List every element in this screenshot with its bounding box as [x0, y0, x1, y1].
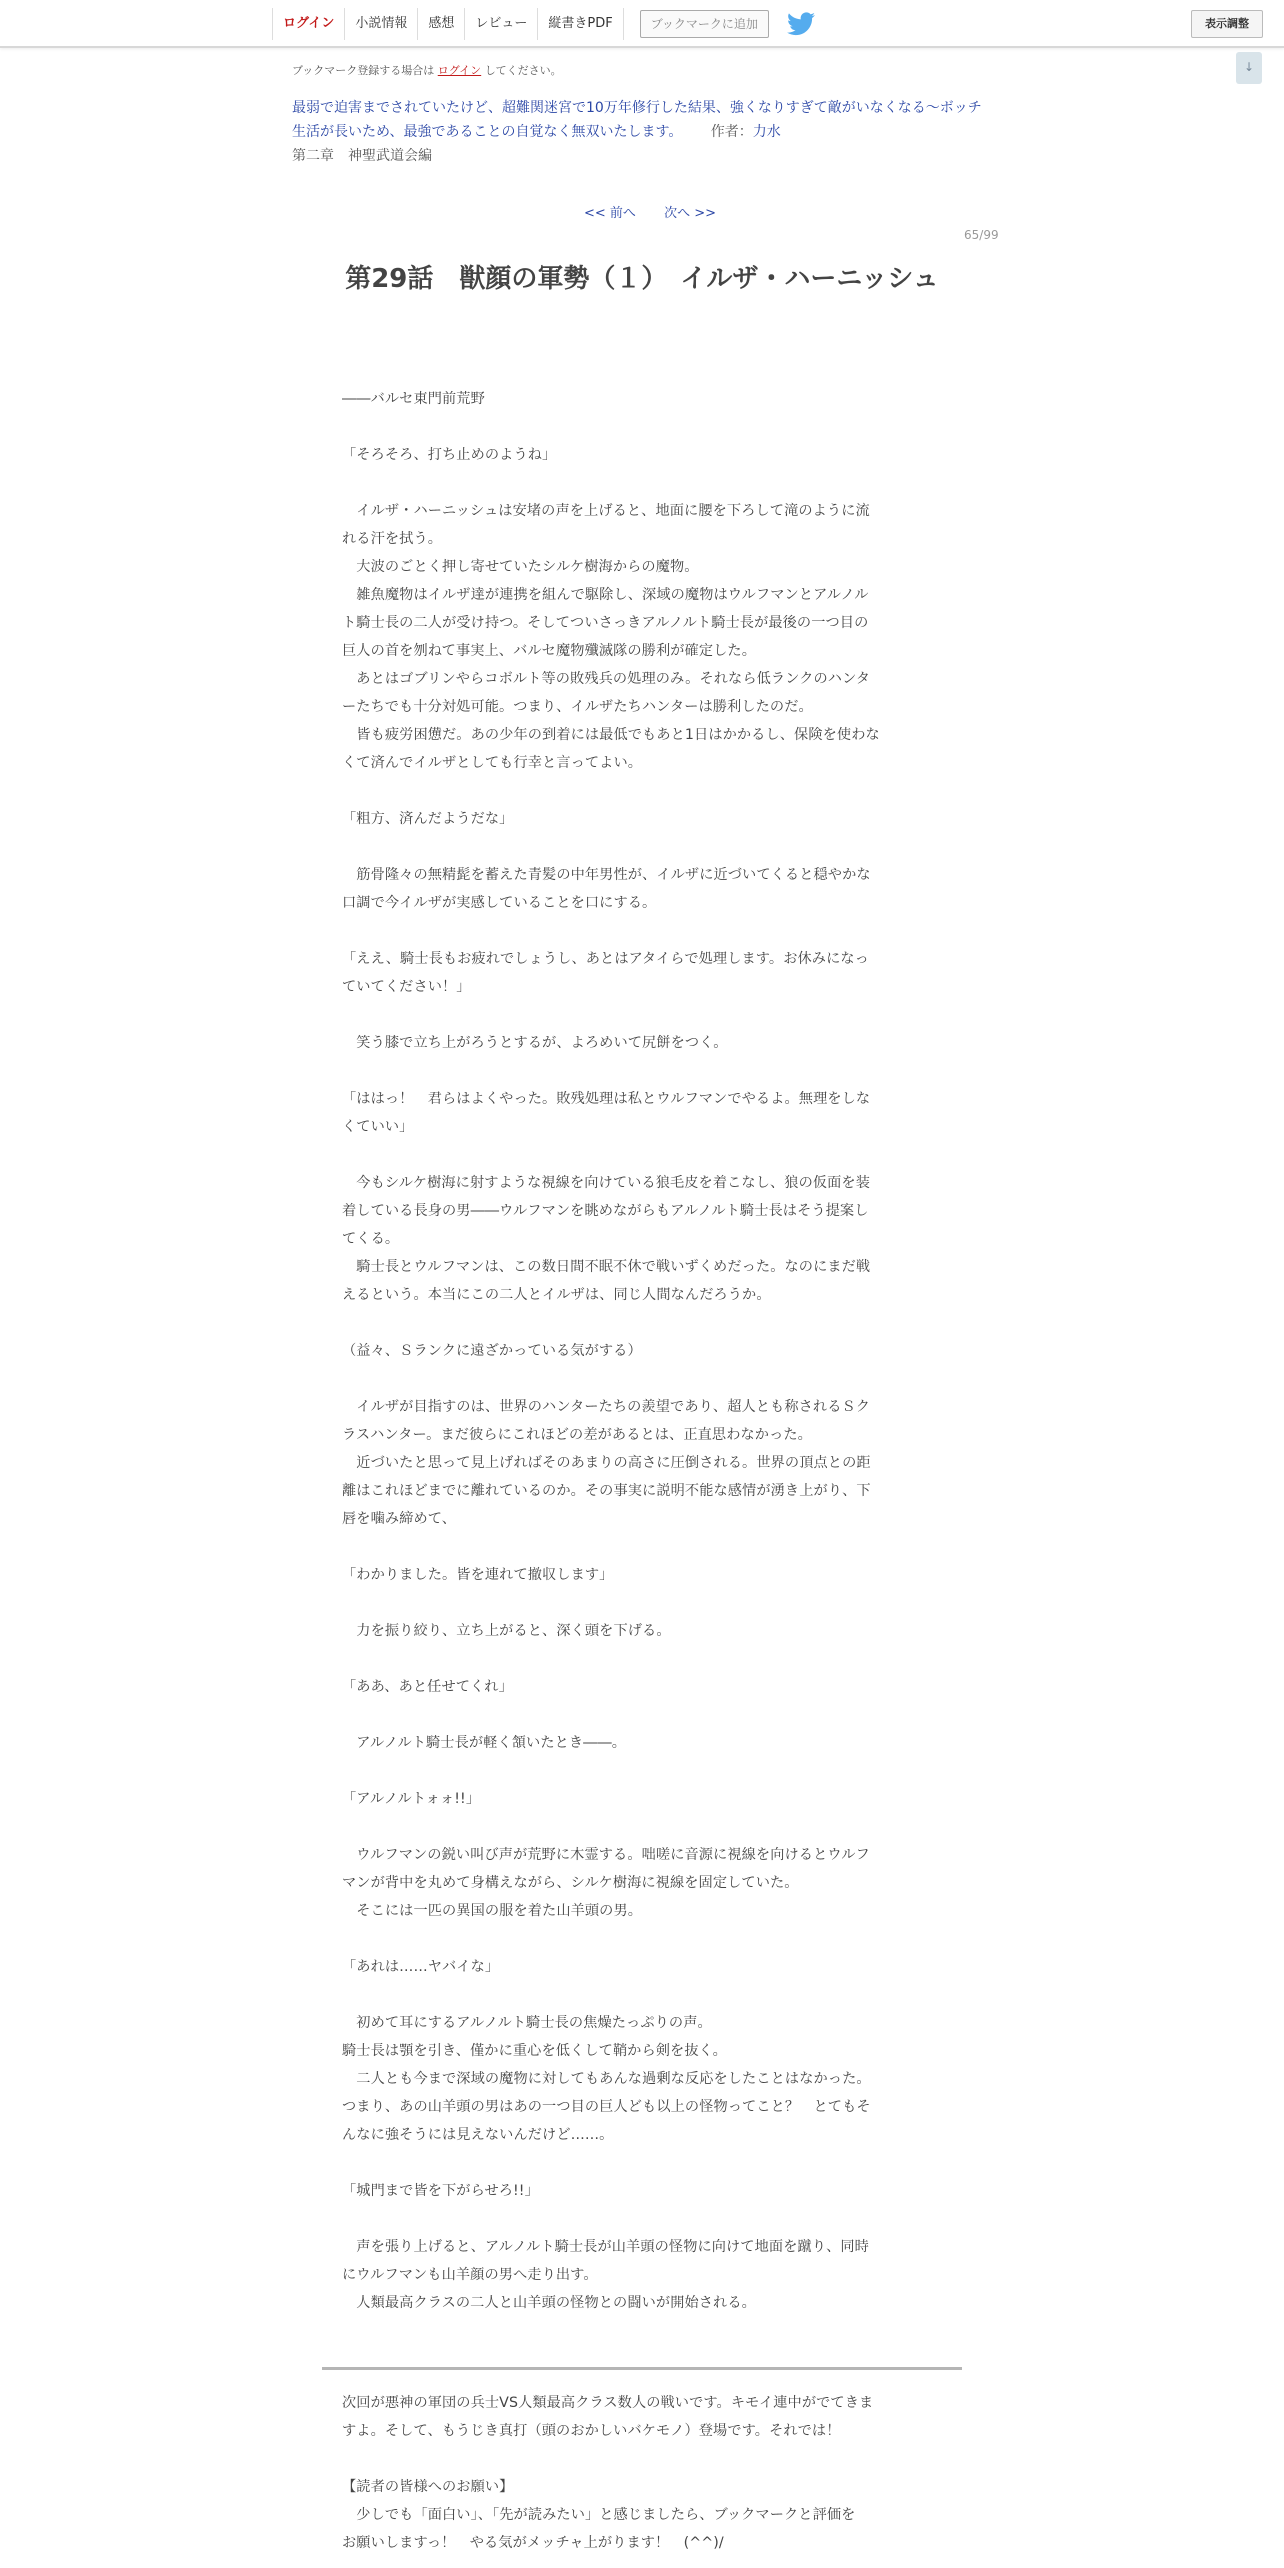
body-line: イルザ・ハーニッシュは安堵の声を上げると、地面に腰を下ろして滝のように流: [342, 503, 870, 519]
body-line: 「アルノルトォォ!!」: [342, 1791, 481, 1807]
body-line: ーたちでも十分対処可能。つまり、イルザたちハンターは勝利したのだ。: [342, 699, 813, 715]
body-line: 騎士長は顎を引き、僅かに重心を低くして鞘から剣を抜く。: [342, 2043, 727, 2059]
body-line: 近づいたと思って見上げればそのあまりの高さに圧倒される。世界の頂点との距: [342, 1455, 871, 1471]
episode-pager: [584, 202, 716, 221]
afterword-divider: [322, 2367, 962, 2370]
body-line: 「城門まで皆を下がらせろ!!」: [342, 2183, 539, 2199]
body-line: [342, 1925, 942, 1953]
afterword-line: 少しでも「面白い」、「先が読みたい」と感じましたら、ブックマークと評価を: [342, 2507, 856, 2523]
body-line: えるという。本当にこの二人とイルザは、同じ人間なんだろうか。: [342, 1287, 771, 1303]
body-line: [342, 1589, 942, 1617]
episode-subtitle: 第29話 獣顔の軍勢（１） イルザ・ハーニッシュ: [345, 264, 939, 294]
body-line: [342, 1645, 942, 1673]
nav-vertical-pdf-link[interactable]: 縦書きPDF: [537, 8, 623, 40]
body-line: 笑う膝で立ち上がろうとするが、よろめいて尻餅をつく。: [342, 1035, 728, 1051]
body-line: くていい」: [342, 1119, 414, 1135]
body-line: 騎士長とウルフマンは、この数日間不眠不休で戦いずくめだった。なのにまだ戦: [342, 1259, 871, 1275]
body-line: （益々、Ｓランクに遠ざかっている気がする）: [342, 1343, 642, 1359]
body-line: 「わかりました。皆を連れて撤収します」: [342, 1567, 614, 1583]
body-line: 巨人の首を刎ねて事実上、バルセ魔物殲滅隊の勝利が確定した。: [342, 643, 756, 659]
afterword-line: [342, 2445, 942, 2473]
body-line: 唇を噛み締めて、: [342, 1511, 457, 1527]
afterword-text: [342, 2389, 942, 2557]
bookmark-login-notice: [292, 62, 562, 78]
notice-prefix: ブックマーク登録する場合は: [292, 64, 435, 77]
body-line: 「ええ、騎士長もお疲れでしょうし、あとはアタイらで処理します。お休みになっ: [342, 951, 869, 967]
body-line: 今もシルケ樹海に射すような視線を向けている狼毛皮を着こなし、狼の仮面を装: [342, 1175, 871, 1191]
body-line: [342, 1701, 942, 1729]
body-line: [342, 2149, 942, 2177]
body-line: [342, 1365, 942, 1393]
novel-title-block: [292, 96, 992, 144]
body-line: あとはゴブリンやらコボルト等の敗残兵の処理のみ。それなら低ランクのハンタ: [342, 671, 871, 687]
display-settings-button[interactable]: 表示調整: [1191, 10, 1263, 38]
novel-title-link[interactable]: 最弱で迫害までされていたけど、超難関迷宮で10万年修行した結果、強くなりすぎて敵がいなくなる～ボッチ生活が長いため、最強であることの自覚なく無双いたします。: [292, 100, 982, 140]
body-line: 雑魚魔物はイルザ達が連携を組んで駆除し、深域の魔物はウルフマンとアルノル: [342, 587, 869, 603]
nav-menu: [272, 8, 815, 40]
body-line: [342, 1533, 942, 1561]
body-line: [342, 1141, 942, 1169]
body-line: 「ははっ！ 君らはよくやった。敗残処理は私とウルフマンでやるよ。無理をしな: [342, 1091, 871, 1107]
body-line: ――バルセ東門前荒野: [342, 391, 485, 407]
body-line: 「そろそろ、打ち止めのようね」: [342, 447, 557, 463]
body-line: [342, 1981, 942, 2009]
body-line: ト騎士長の二人が受け持つ。そしてついさっきアルノルト騎士長が最後の一つ目の: [342, 615, 869, 631]
body-line: つまり、あの山羊頭の男はあの一つ目の巨人ども以上の怪物ってこと？ とてもそ: [342, 2099, 871, 2115]
body-line: 「粗方、済んだようだな」: [342, 811, 514, 827]
nav-login-link[interactable]: ログイン: [272, 8, 344, 40]
body-line: マンが背中を丸めて身構えながら、シルケ樹海に視線を固定していた。: [342, 1875, 799, 1891]
body-line: 人類最高クラスの二人と山羊頭の怪物との闘いが開始される。: [342, 2295, 756, 2311]
body-line: 「あれは……ヤバイな」: [342, 1959, 500, 1975]
body-line: んなに強そうには見えないんだけど……。: [342, 2127, 614, 2143]
next-episode-link[interactable]: 次へ >>: [664, 206, 716, 221]
body-line: 声を張り上げると、アルノルト騎士長が山羊頭の怪物に向けて地面を蹴り、同時: [342, 2239, 869, 2255]
body-line: れる汗を拭う。: [342, 531, 443, 547]
body-line: くて済んでイルザとしても行幸と言ってよい。: [342, 755, 643, 771]
notice-login-link[interactable]: ログイン: [437, 64, 482, 77]
body-line: そこには一匹の異国の服を着た山羊頭の男。: [342, 1903, 643, 1919]
afterword-line: お願いしますっ！ やる気がメッチャ上がります！ (^^)/: [342, 2535, 724, 2551]
body-line: [342, 1309, 942, 1337]
body-line: イルザが目指すのは、世界のハンターたちの羨望であり、超人とも称されるＳク: [342, 1399, 871, 1415]
author-label: 作者：: [710, 124, 753, 140]
nav-impressions-link[interactable]: 感想: [417, 8, 464, 40]
body-line: [342, 833, 942, 861]
body-line: [342, 917, 942, 945]
scroll-down-arrow-icon[interactable]: ↓: [1236, 52, 1262, 84]
afterword-line: すよ。そして、もうじき真打（頭のおかしいバケモノ）登場です。それでは！: [342, 2423, 841, 2439]
body-line: [342, 1057, 942, 1085]
author-link[interactable]: 力水: [752, 124, 781, 140]
chapter-title: 第二章 神聖武道会編: [292, 148, 432, 164]
prev-episode-link[interactable]: << 前へ: [584, 206, 636, 221]
episode-page-number: 65/99: [964, 228, 999, 242]
body-line: [342, 1813, 942, 1841]
body-line: アルノルト騎士長が軽く頷いたとき――。: [342, 1735, 627, 1751]
body-line: 口調で今イルザが実感していることを口にする。: [342, 895, 657, 911]
body-line: 力を振り絞り、立ち上がると、深く頭を下げる。: [342, 1623, 671, 1639]
add-bookmark-button[interactable]: ブックマークに追加: [640, 10, 769, 38]
novel-body-text: [342, 357, 942, 2317]
body-line: 皆も疲労困憊だ。あの少年の到着には最低でもあと1日はかかるし、保険を使わな: [342, 727, 880, 743]
body-line: 「ああ、あと任せてくれ」: [342, 1679, 513, 1695]
body-line: [342, 777, 942, 805]
notice-suffix: してください。: [484, 64, 562, 77]
body-line: 離はこれほどまでに離れているのか。その事実に説明不能な感情が湧き上がり、下: [342, 1483, 871, 1499]
body-line: 二人とも今まで深域の魔物に対してもあんな過剰な反応をしたことはなかった。: [342, 2071, 871, 2087]
body-line: [342, 413, 942, 441]
body-line: 筋骨隆々の無精髭を蓄えた青髪の中年男性が、イルザに近づいてくると穏やかな: [342, 867, 871, 883]
body-line: 大波のごとく押し寄せていたシルケ樹海からの魔物。: [342, 559, 699, 575]
body-line: [342, 469, 942, 497]
body-line: ウルフマンの鋭い叫び声が荒野に木霊する。咄嗟に音源に視線を向けるとウルフ: [342, 1847, 870, 1863]
body-line: [342, 357, 942, 385]
body-line: [342, 2205, 942, 2233]
nav-review-link[interactable]: レビュー: [464, 8, 537, 40]
body-line: ラスハンター。まだ彼らにこれほどの差があるとは、正直思わなかった。: [342, 1427, 812, 1443]
nav-novel-info-link[interactable]: 小説情報: [344, 8, 417, 40]
body-line: [342, 1001, 942, 1029]
body-line: [342, 1757, 942, 1785]
body-line: にウルフマンも山羊顔の男へ走り出す。: [342, 2267, 598, 2283]
top-navigation-bar: [0, 0, 1284, 48]
body-line: てくる。: [342, 1231, 400, 1247]
afterword-line: 次回が悪神の軍団の兵士VS人類最高クラス数人の戦いです。キモイ連中がでてきま: [342, 2395, 874, 2411]
body-line: ていてください！」: [342, 979, 471, 995]
afterword-line: 【読者の皆様へのお願い】: [342, 2479, 514, 2495]
body-line: 初めて耳にするアルノルト騎士長の焦燥たっぷりの声。: [342, 2015, 712, 2031]
twitter-icon[interactable]: [787, 12, 815, 36]
body-line: 着している長身の男――ウルフマンを眺めながらもアルノルト騎士長はそう提案し: [342, 1203, 869, 1219]
